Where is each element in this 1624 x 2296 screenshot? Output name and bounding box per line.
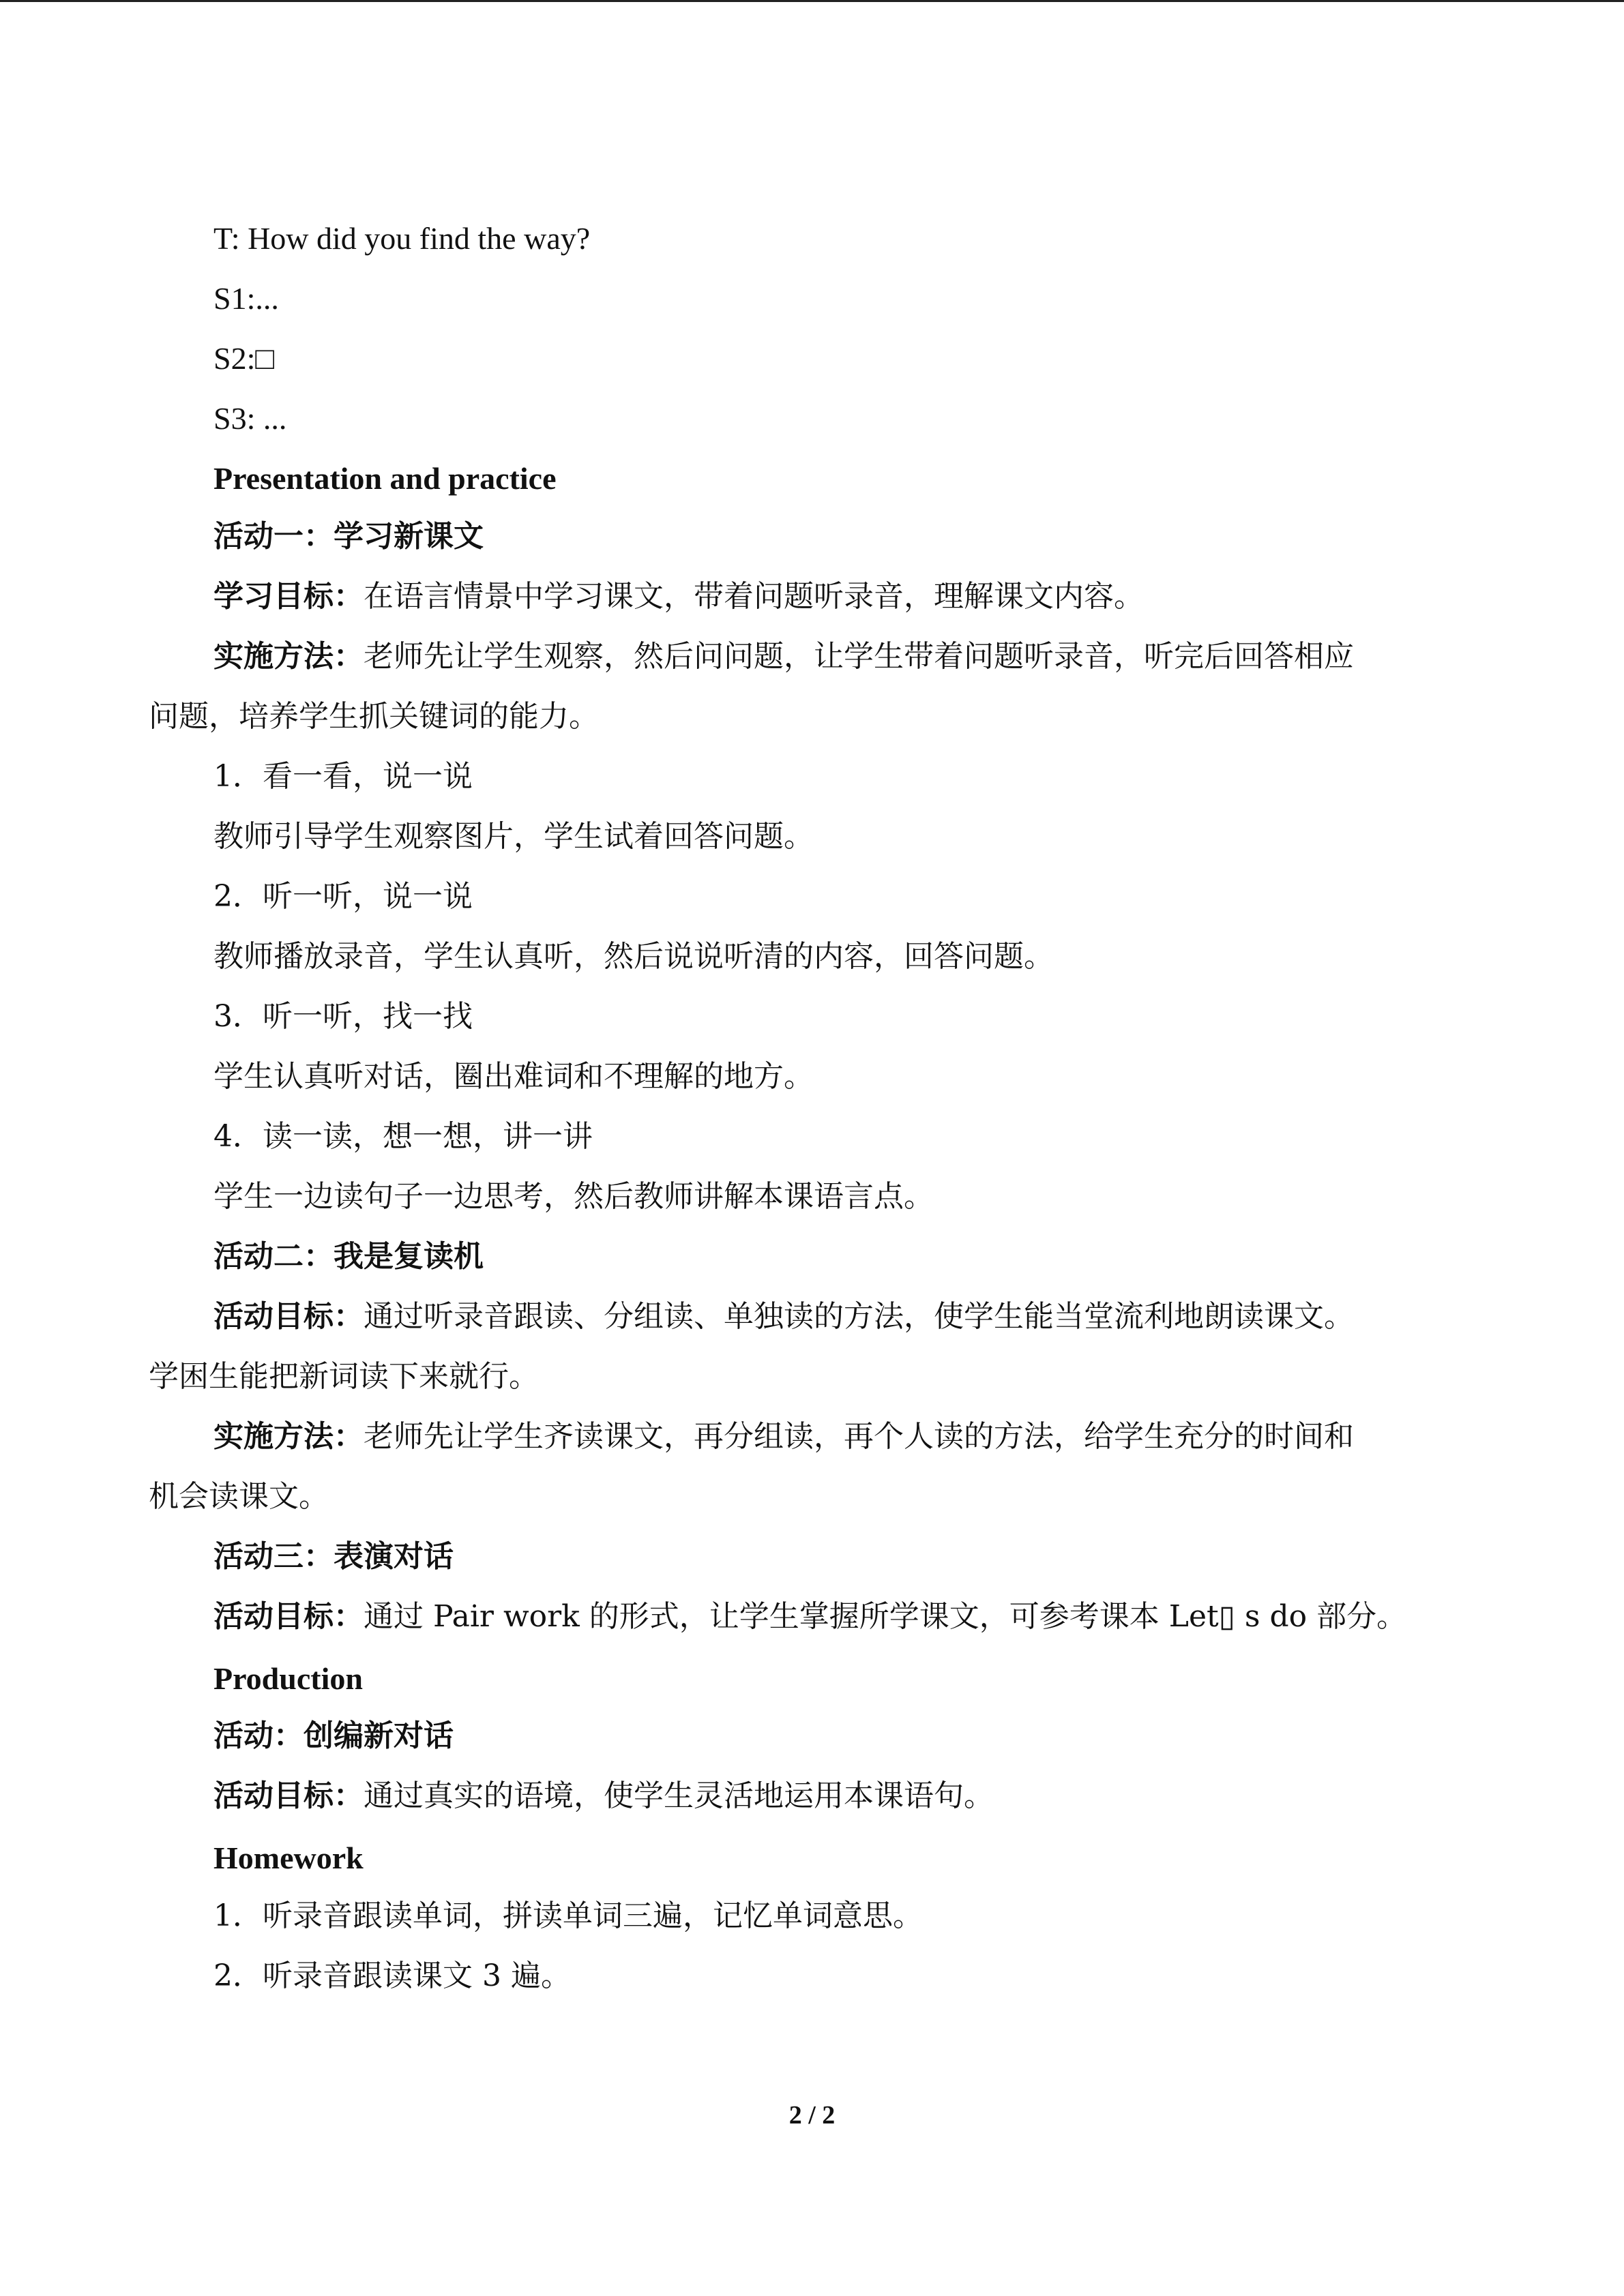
step-1-title: 1．看一看，说一说: [213, 759, 473, 794]
dialogue-line-teacher: T: How did you find the way?: [213, 221, 591, 256]
production-activity-title: 活动：创编新对话: [213, 1718, 454, 1753]
activity-2-title: 活动二：我是复读机: [213, 1239, 484, 1274]
activity-1-method-text: 老师先让学生观察，然后问问题，让学生带着问题听录音，听完后回答相应: [364, 639, 1354, 674]
step-1-description: 教师引导学生观察图片，学生试着回答问题。: [213, 819, 814, 854]
dialogue-line-s3: S3: ...: [213, 401, 287, 436]
section-heading-presentation: Presentation and practice: [213, 461, 557, 496]
activity-2-goal: [213, 1296, 1354, 1337]
production-activity-goal: [213, 1776, 994, 1817]
activity-1-goal-text: 在语言情景中学习课文，带着问题听录音，理解课文内容。: [364, 579, 1144, 614]
activity-3-title: 活动三：表演对话: [213, 1539, 454, 1574]
activity-2-method-text: 老师先让学生齐读课文，再分组读，再个人读的方法，给学生充分的时间和: [364, 1419, 1354, 1454]
activity-1-method-label: 实施方法：: [213, 639, 364, 674]
page-number: 2 / 2: [788, 2101, 836, 2130]
activity-1-goal-label: 学习目标：: [213, 579, 364, 614]
step-4-title: 4．读一读，想一想，讲一讲: [213, 1119, 593, 1154]
dialogue-line-s1: S1:...: [213, 281, 279, 316]
activity-1-method: [213, 636, 1354, 677]
section-heading-production: Production: [213, 1661, 363, 1696]
homework-item-1: 1．听录音跟读单词，拼读单词三遍，记忆单词意思。: [213, 1898, 923, 1933]
production-goal-label: 活动目标：: [213, 1778, 364, 1813]
step-3-title: 3．听一听，找一找: [213, 999, 473, 1034]
activity-1-title: 活动一：学习新课文: [213, 519, 484, 554]
activity-2-goal-label: 活动目标：: [213, 1299, 364, 1334]
activity-2-goal-text: 通过听录音跟读、分组读、单独读的方法，使学生能当堂流利地朗读课文。: [364, 1299, 1354, 1334]
activity-3-goal-text: 通过 Pair work 的形式，让学生掌握所学课文，可参考课本 Let▯ s do 部分。: [364, 1599, 1407, 1634]
activity-1-method-continued: 问题，培养学生抓关键词的能力。: [149, 699, 599, 734]
dialogue-line-s2: S2:□: [213, 341, 275, 376]
activity-2-method: [213, 1416, 1354, 1457]
activity-1-goal: [213, 576, 1144, 617]
section-heading-homework: Homework: [213, 1840, 364, 1875]
step-3-description: 学生认真听对话，圈出难词和不理解的地方。: [213, 1059, 814, 1094]
step-2-title: 2．听一听，说一说: [213, 879, 473, 914]
activity-3-goal-label: 活动目标：: [213, 1599, 364, 1634]
production-goal-text: 通过真实的语境，使学生灵活地运用本课语句。: [364, 1778, 994, 1813]
activity-2-method-label: 实施方法：: [213, 1419, 364, 1454]
activity-2-goal-continued: 学困生能把新词读下来就行。: [149, 1359, 539, 1394]
step-4-description: 学生一边读句子一边思考，然后教师讲解本课语言点。: [213, 1179, 934, 1214]
step-2-description: 教师播放录音，学生认真听，然后说说听清的内容，回答问题。: [213, 939, 1054, 974]
activity-3-goal: [213, 1596, 1406, 1637]
homework-item-2: 2．听录音跟读课文 3 遍。: [213, 1958, 571, 1993]
activity-2-method-continued: 机会读课文。: [149, 1479, 329, 1514]
